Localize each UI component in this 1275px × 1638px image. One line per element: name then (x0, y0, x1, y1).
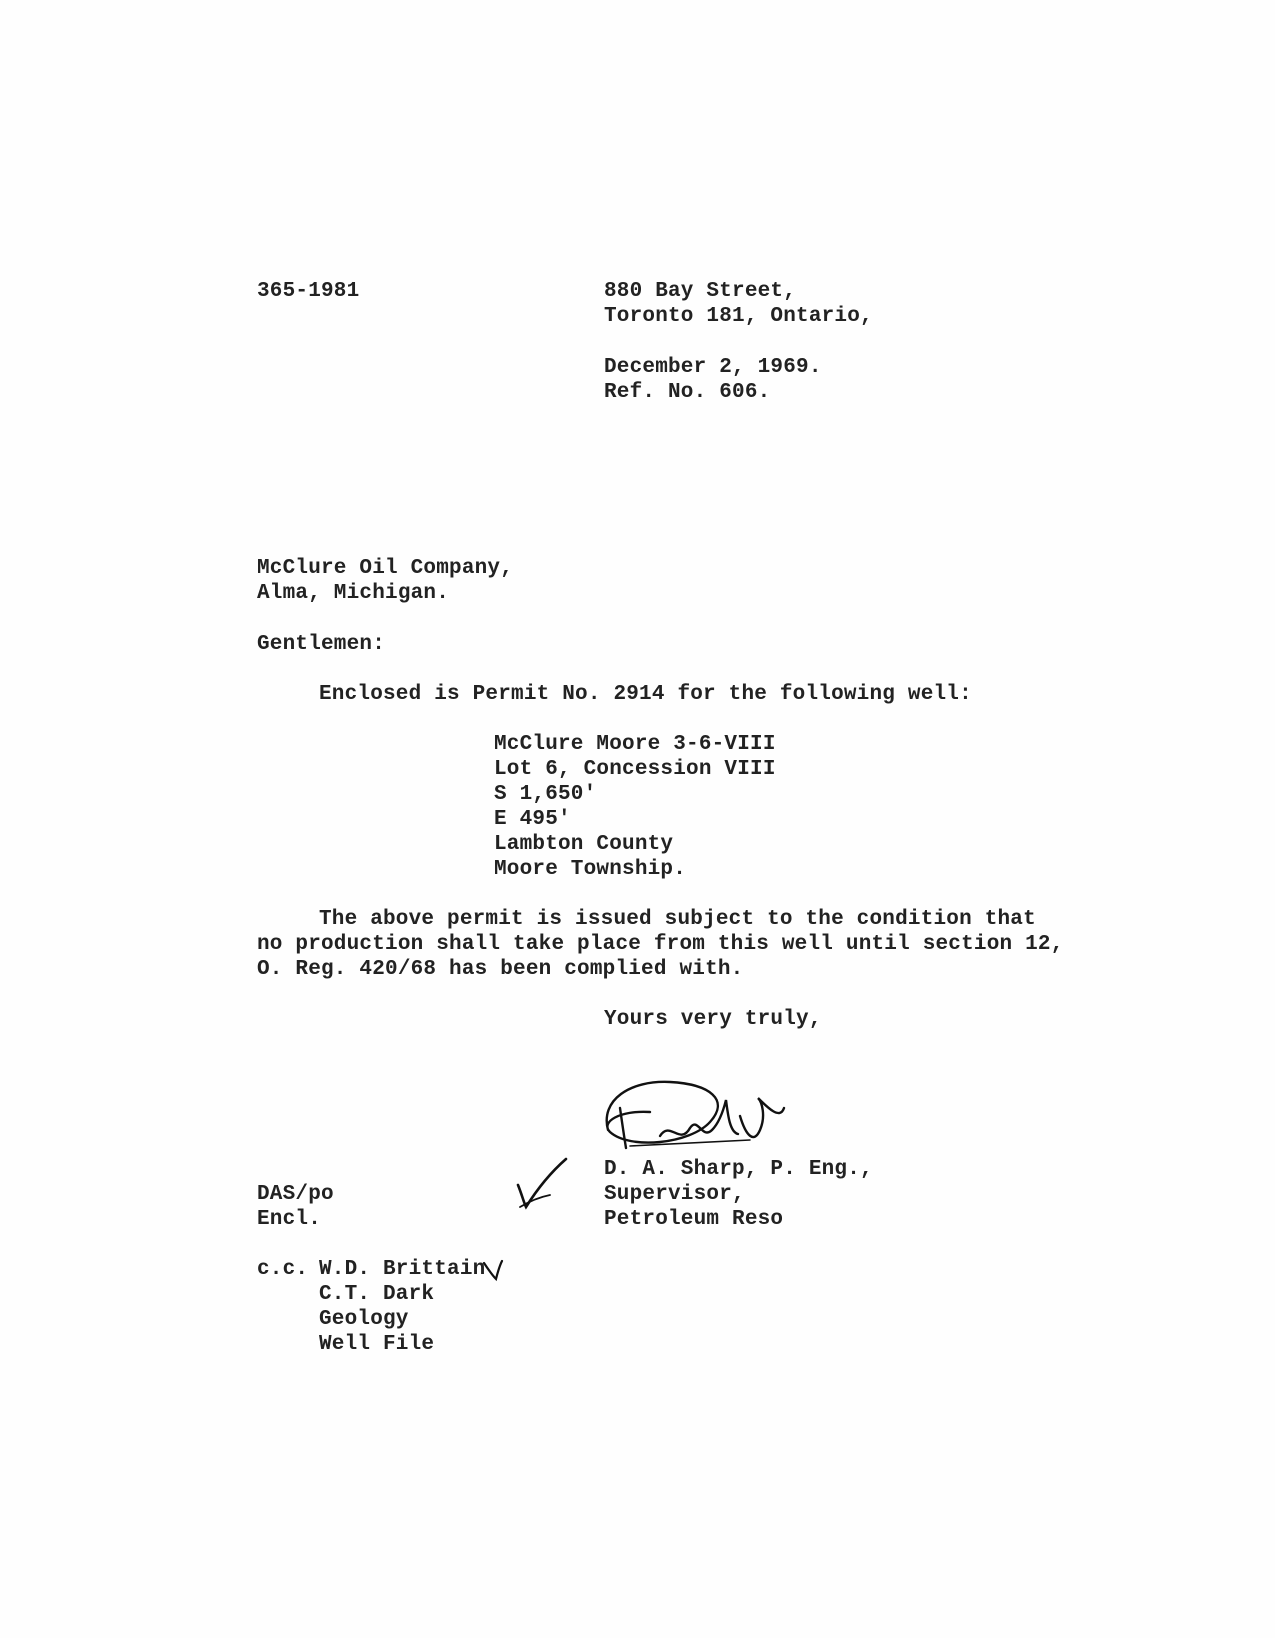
salutation: Gentlemen: (257, 633, 386, 656)
cc-recipient: C.T. Dark (319, 1283, 435, 1306)
well-line: Lambton County (494, 833, 674, 856)
cc-recipient: Geology (319, 1308, 409, 1331)
well-line: S 1,650' (494, 783, 597, 806)
well-line: E 495' (494, 808, 571, 831)
cc-label: c.c. (257, 1258, 309, 1281)
reference-number: Ref. No. 606. (604, 381, 771, 404)
intro-paragraph: Enclosed is Permit No. 2914 for the following well: (319, 683, 972, 706)
sender-address-line-1: 880 Bay Street, (604, 280, 797, 303)
recipient-line-1: McClure Oil Company, (257, 557, 514, 580)
signer-name: D. A. Sharp, P. Eng., (604, 1158, 873, 1181)
enclosure-note: Encl. (257, 1208, 322, 1231)
sender-address-line-2: Toronto 181, Ontario, (604, 305, 873, 328)
body-line: The above permit is issued subject to the condition that (319, 908, 1036, 931)
letter-date: December 2, 1969. (604, 356, 822, 379)
cc-recipient: W.D. Brittain (319, 1258, 486, 1281)
closing: Yours very truly, (604, 1008, 822, 1031)
well-line: Moore Township. (494, 858, 687, 881)
signer-department: Petroleum Reso (604, 1208, 784, 1231)
body-line: no production shall take place from this well until section 12, (257, 933, 1064, 956)
typist-initials: DAS/po (257, 1183, 334, 1206)
well-line: Lot 6, Concession VIII (494, 758, 776, 781)
cc-recipient: Well File (319, 1333, 435, 1356)
recipient-line-2: Alma, Michigan. (257, 582, 450, 605)
handwritten-signature (590, 1060, 810, 1170)
file-number: 365-1981 (257, 280, 360, 303)
tick-mark-icon (480, 1255, 510, 1285)
signer-title: Supervisor, (604, 1183, 745, 1206)
well-line: McClure Moore 3-6-VIII (494, 733, 776, 756)
body-line: O. Reg. 420/68 has been complied with. (257, 958, 744, 981)
check-mark-icon (510, 1155, 570, 1210)
